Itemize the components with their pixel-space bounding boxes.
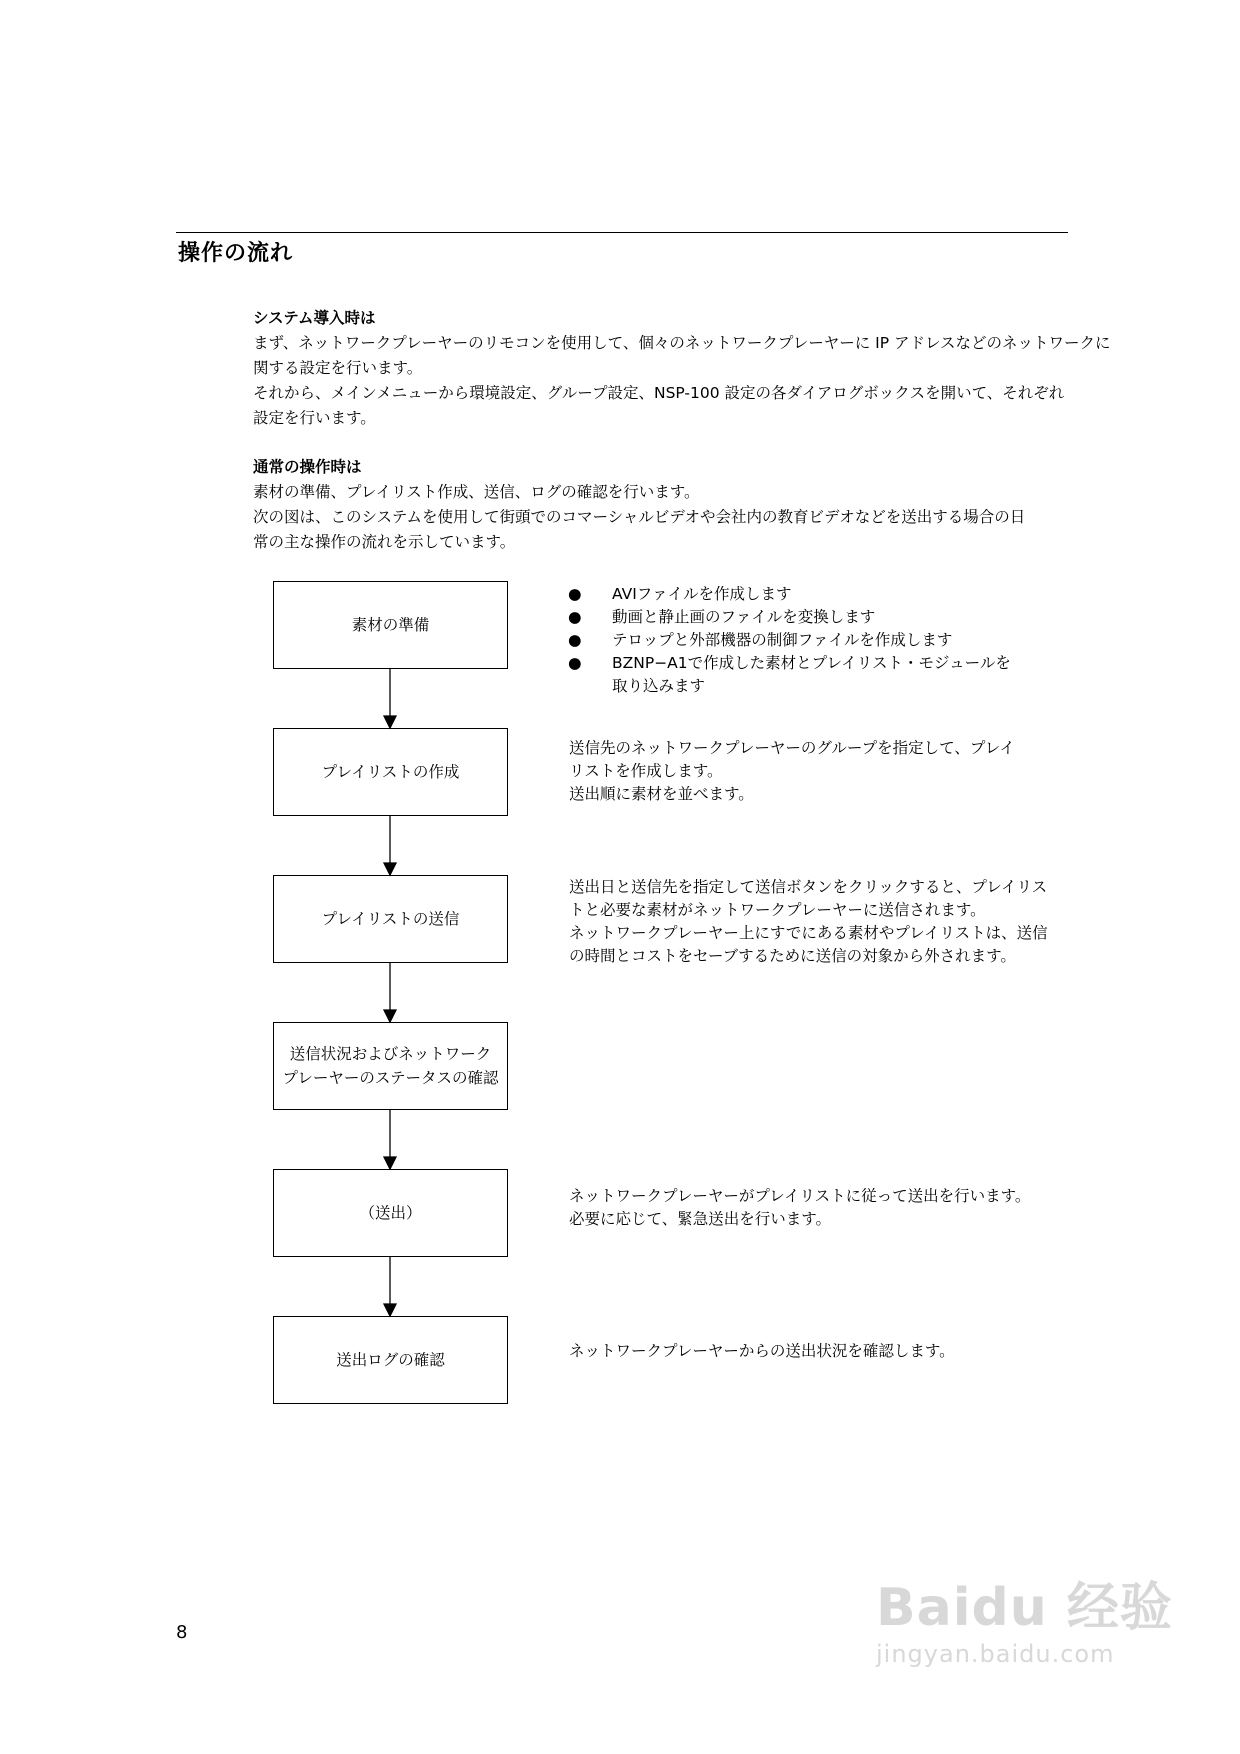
normal-intro-title: 通常の操作時は (253, 458, 362, 476)
bullet-icon: ● (568, 608, 582, 626)
bullet-item: ● テロップと外部機器の制御ファイルを作成します (568, 629, 1068, 652)
system-intro-line: 関する設定を行います。 (253, 359, 423, 377)
watermark-logo: Baidu 经验 (876, 1578, 1173, 1638)
flow-arrowhead (384, 1304, 396, 1316)
normal-intro-line: 素材の準備、プレイリスト作成、送信、ログの確認を行います。 (253, 483, 700, 501)
normal-intro-line: 常の主な操作の流れを示しています。 (253, 533, 516, 551)
page-number: 8 (176, 1622, 188, 1643)
system-intro-line: まず、ネットワークプレーヤーのリモコンを使用して、個々のネットワークプレーヤーに IP アドレスなどのネットワークに (253, 334, 1111, 352)
page-title: 操作の流れ (178, 241, 294, 266)
normal-intro-line: 次の図は、このシステムを使用して街頭でのコマーシャルビデオや会社内の教育ビデオなどを送出する場合の日 (253, 508, 1026, 526)
bullet-icon: ● (568, 654, 582, 672)
system-intro-title: システム導入時は (253, 309, 376, 327)
flow-arrowhead (384, 716, 396, 728)
flow-step-label: プレイリストの送信 (321, 910, 460, 928)
bullet-icon: ● (568, 585, 582, 603)
flow-step-label: 素材の準備 (351, 616, 430, 634)
flow-step-label: 送出ログの確認 (336, 1351, 445, 1369)
bullet-item: ● BZNP−A1で作成した素材とプレイリスト・モジュールを 取り込みます (568, 654, 1011, 695)
flow-arrowhead (384, 863, 396, 875)
flow-arrowhead (384, 1010, 396, 1022)
bullet-item: ● AVIファイルを作成します (568, 583, 1068, 606)
system-intro-line: それから、メインメニューから環境設定、グループ設定、NSP-100 設定の各ダイアログボックスを開いて、それぞれ (253, 384, 1065, 402)
flow-arrowhead (384, 1157, 396, 1169)
watermark-url: jingyan.baidu.com (876, 1640, 1115, 1668)
bullet-item: ● 動画と静止画のファイルを変換します (568, 606, 1068, 629)
log-check-description: ネットワークプレーヤーからの送出状況を確認します。 (569, 1342, 955, 1360)
flow-step-label: プレーヤーのステータスの確認 (282, 1069, 499, 1087)
material-prep-bullets (568, 583, 1068, 698)
baidu-watermark (876, 1578, 1173, 1668)
playlist-create-description: 送信先のネットワークプレーヤーのグループを指定して、プレイ リストを作成します。 送出順に素材を並べます。 (569, 739, 1015, 803)
bullet-icon: ● (568, 631, 582, 649)
playlist-send-description: 送出日と送信先を指定して送信ボタンをクリックすると、プレイリス トと必要な素材がネットワークプレーヤーに送信されます。 ネットワークプレーヤー上にすでにある素材やプレイリストは、送信 の時間とコストをセーブするために送信の対象から外されます。 (569, 878, 1048, 965)
flow-step-label: プレイリストの作成 (321, 763, 460, 781)
broadcast-description: ネットワークプレーヤーがプレイリストに従って送出を行います。 必要に応じて、緊急送出を行います。 (569, 1187, 1031, 1228)
flow-step-label: 送信状況およびネットワーク (289, 1045, 492, 1063)
flow-step-label: （送出） (359, 1204, 422, 1222)
system-intro-line: 設定を行います。 (253, 409, 376, 427)
